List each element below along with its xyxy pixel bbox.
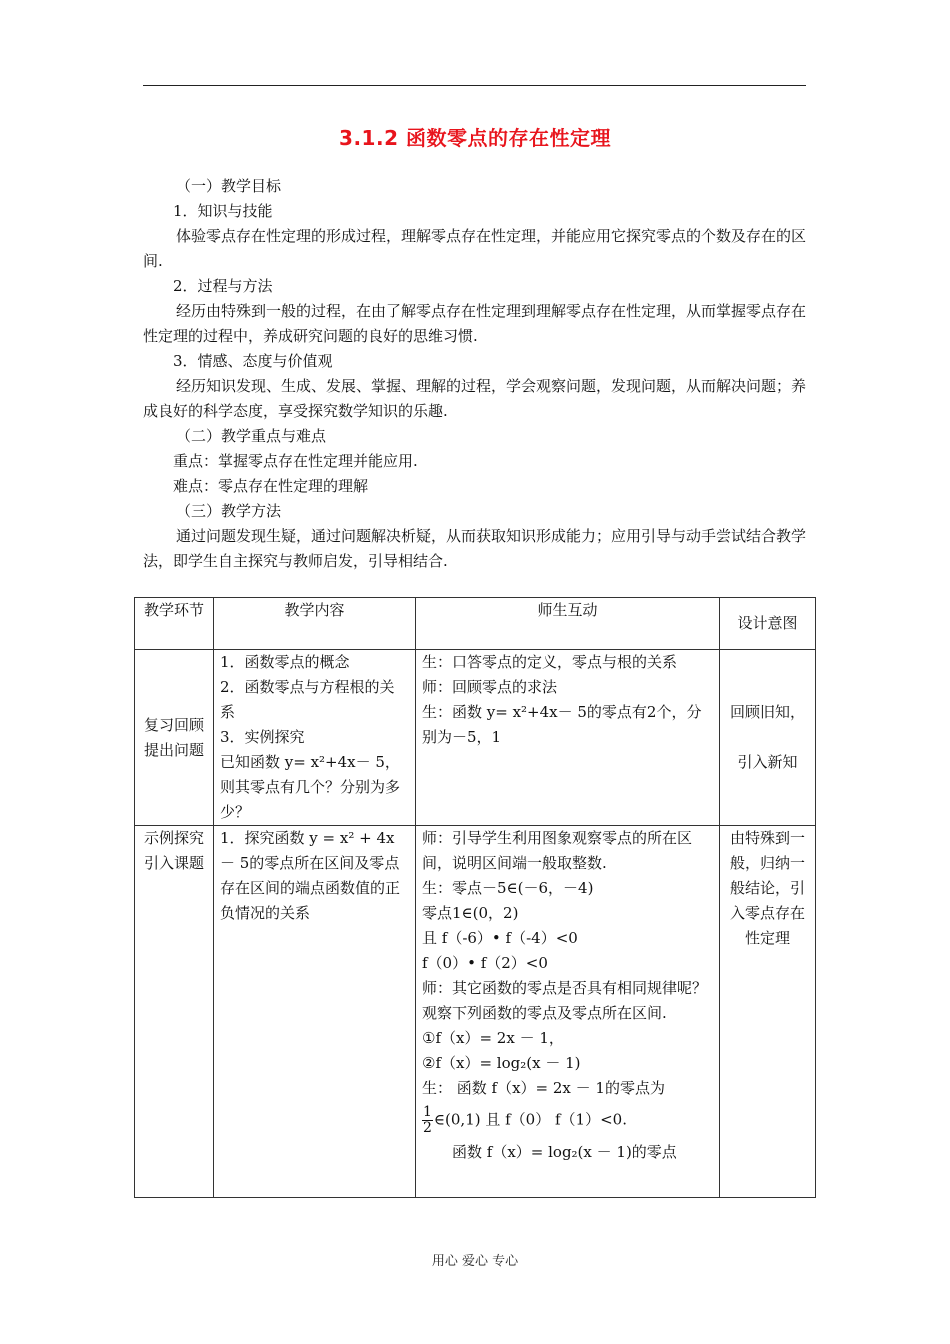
- difficult-point: 难点：零点存在性定理的理解: [173, 477, 369, 495]
- interaction-line: 零点1∈(0，2): [422, 904, 519, 922]
- content-cell: [214, 650, 416, 826]
- interaction-line: 生：口答零点的定义，零点与根的关系: [422, 653, 678, 671]
- table-row: [135, 826, 816, 1198]
- interaction-line: ∈(0,1) 且 f（0） f（1）<0.: [433, 1110, 627, 1129]
- stage-cell: 复习回顾提出问题: [135, 650, 214, 826]
- content-line: 1．函数零点的概念: [220, 653, 350, 671]
- one-half-fraction: [422, 1105, 433, 1136]
- intent-cell: [720, 650, 816, 826]
- intent-line: 引入新知: [737, 753, 798, 771]
- goal-heading: （一）教学目标: [176, 177, 282, 195]
- interaction-cell: [416, 826, 720, 1198]
- interaction-line: 函数 f（x）= log₂(x － 1)的零点: [452, 1143, 677, 1161]
- interaction-line: 生：零点－5∈(－6，－4): [422, 879, 594, 897]
- page-title: 3.1.2 函数零点的存在性定理: [339, 126, 611, 150]
- document-body: [143, 174, 813, 574]
- knowledge-text: 体验零点存在性定理的形成过程，理解零点存在性定理，并能应用它探究零点的个数及存在的区间.: [143, 227, 807, 270]
- method-heading: （三）教学方法: [176, 502, 282, 520]
- page-footer: 用心 爱心 专心: [431, 1254, 519, 1269]
- header-content: 教学内容: [214, 598, 416, 650]
- knowledge-heading: 1．知识与技能: [173, 202, 273, 220]
- interaction-line: 且 f（-6）• f（-4）<0: [422, 929, 578, 947]
- content-line: 3．实例探究: [220, 728, 305, 746]
- content-cell: 1．探究函数 y = x² + 4x － 5的零点所在区间及零点存在区间的端点函数值的正负情况的关系: [214, 826, 416, 1198]
- intent-line: 回顾旧知，: [729, 703, 805, 721]
- fraction-denominator: 2: [423, 1120, 432, 1136]
- interaction-line: ①f（x）= 2x － 1，: [422, 1029, 564, 1047]
- table-header-row: [135, 598, 816, 650]
- key-point: 重点：掌握零点存在性定理并能应用.: [173, 452, 418, 470]
- interaction-line: ②f（x）= log₂(x － 1): [422, 1054, 581, 1072]
- stage-cell: 示例探究引入课题: [135, 826, 214, 1198]
- attitude-heading: 3．情感、态度与价值观: [173, 352, 333, 370]
- fraction-line: [422, 1105, 713, 1136]
- table-row: [135, 650, 816, 826]
- interaction-line: 师：回顾零点的求法: [422, 678, 558, 696]
- interaction-cell: [416, 650, 720, 826]
- process-heading: 2．过程与方法: [173, 277, 273, 295]
- header-stage: 教学环节: [135, 598, 214, 650]
- method-text: 通过问题发现生疑，通过问题解决析疑，从而获取知识形成能力；应用引导与动手尝试结合教学法，即学生自主探究与教师启发，引导相结合.: [143, 527, 807, 570]
- content-line: 已知函数 y= x²+4x－ 5，则其零点有几个？分别为多少？: [220, 753, 401, 821]
- content-line: 2．函数零点与方程根的关系: [220, 678, 395, 721]
- intent-cell: 由特殊到一般，归纳一般结论，引入零点存在性定理: [720, 826, 816, 1198]
- interaction-line: 师：引导学生利用图象观察零点的所在区间，说明区间端一般取整数.: [422, 829, 693, 872]
- lesson-plan-table: [134, 597, 816, 1198]
- header-rule: [143, 85, 806, 86]
- interaction-line: 师：其它函数的零点是否具有相同规律呢？观察下列函数的零点及零点所在区间.: [422, 979, 708, 1022]
- header-intent: 设计意图: [720, 598, 816, 650]
- interaction-line: 生： 函数 f（x）= 2x － 1的零点为: [422, 1079, 665, 1097]
- attitude-text: 经历知识发现、生成、发展、掌握、理解的过程，学会观察问题，发现问题，从而解决问题；养成良好的科学态度，享受探究数学知识的乐趣.: [143, 377, 807, 420]
- key-heading: （二）教学重点与难点: [176, 427, 327, 445]
- fraction-numerator: 1: [423, 1104, 432, 1120]
- interaction-line: 生：函数 y= x²+4x－ 5的零点有2个，分别为－5，1: [422, 703, 702, 746]
- header-interaction: 师生互动: [416, 598, 720, 650]
- interaction-line: f（0）• f（2）<0: [422, 954, 548, 972]
- process-text: 经历由特殊到一般的过程，在由了解零点存在性定理到理解零点存在性定理，从而掌握零点存在性定理的过程中，养成研究问题的良好的思维习惯.: [143, 302, 807, 345]
